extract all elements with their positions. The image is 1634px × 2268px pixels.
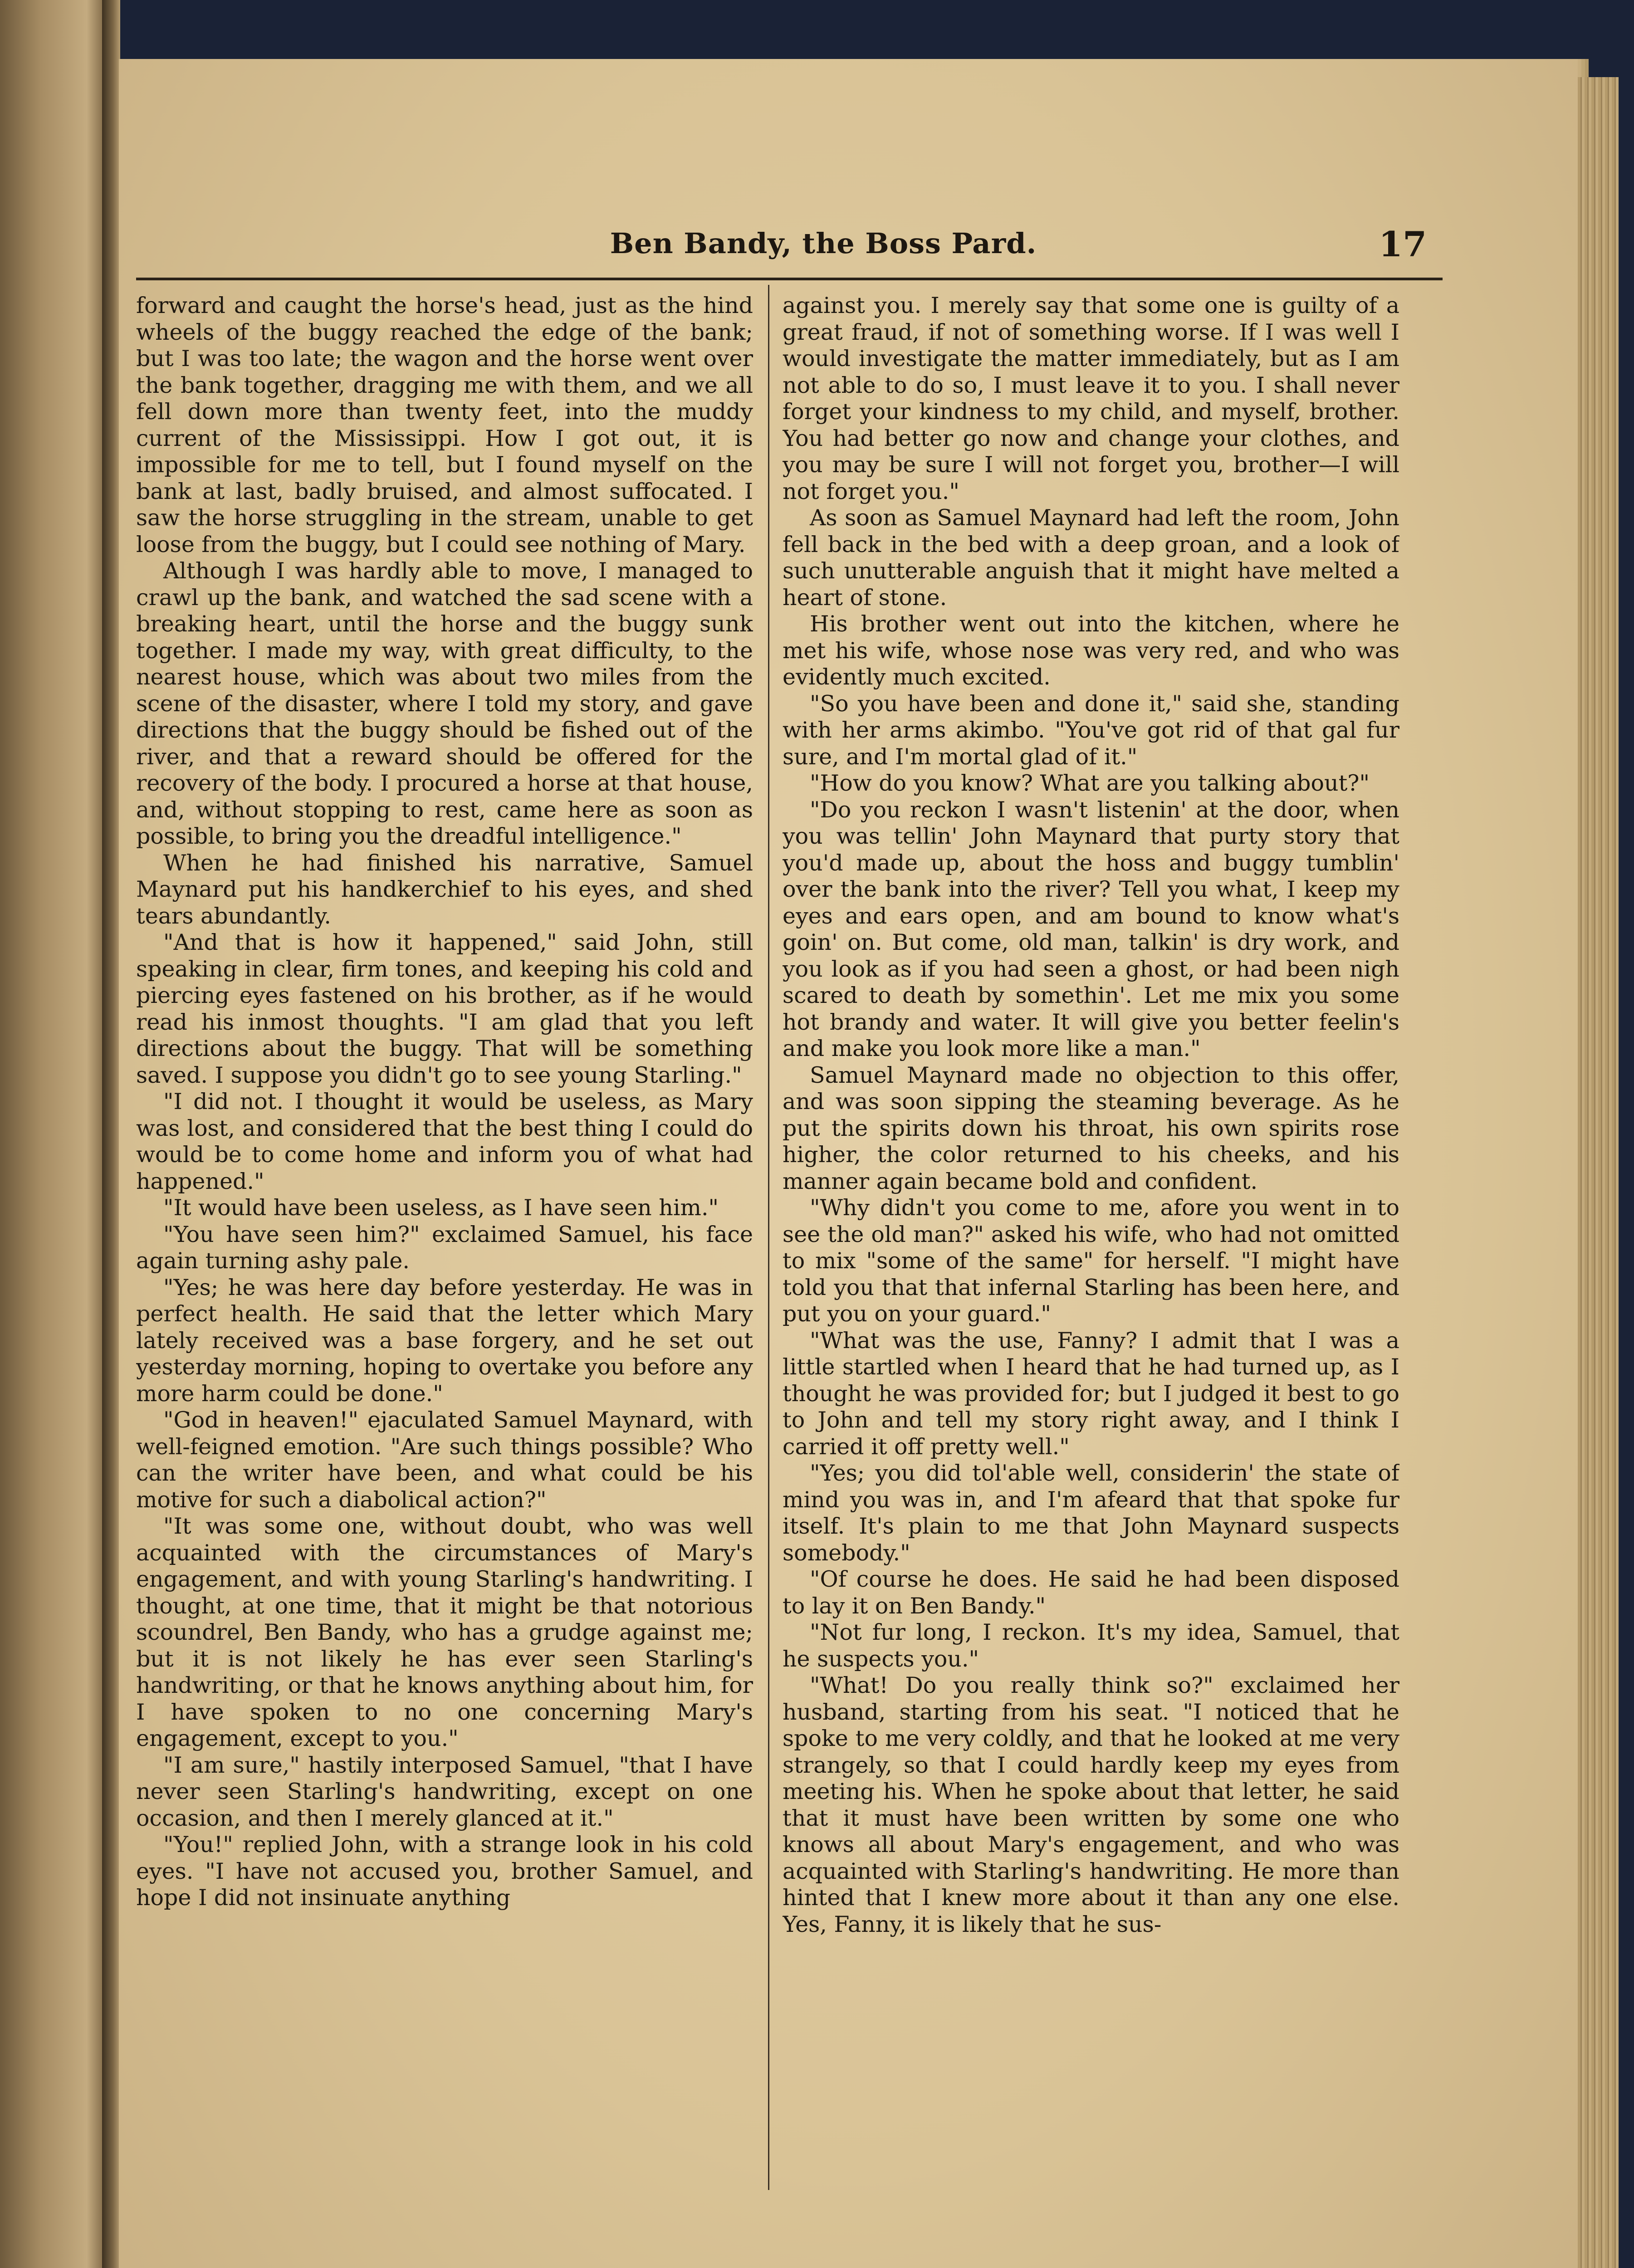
running-title: Ben Bandy, the Boss Pard.: [610, 227, 1037, 260]
paragraph: "Yes; you did tol'able well, considerin' the state of mind you was in, and I'm afeard that that spoke fur itself. It's plain to me that John Maynard suspects somebody.": [783, 1460, 1399, 1566]
paragraph: "And that is how it happened," said John, still speaking in clear, firm tones, and keeping his cold and piercing eyes fastened on his brother, as if he would read his inmost thoughts. "I am glad that you left directions about the buggy. That will be something saved. I suppose you didn't go to see young Starling.": [136, 929, 753, 1088]
paragraph: "You have seen him?" exclaimed Samuel, his face again turning ashy pale.: [136, 1221, 753, 1274]
paragraph: against you. I merely say that some one is guilty of a great fraud, if not of something worse. If I was well I would investigate the matter immediately, but as I am not able to do so, I must leave it to you. I shall never forget your kindness to my child, and myself, brother. You had better go now and change your clothes, and you may be sure I will not forget you, brother—I will not forget you.": [783, 293, 1399, 504]
paragraph: "How do you know? What are you talking about?": [810, 770, 1370, 796]
header-rule: [136, 278, 1443, 280]
paragraph: "It was some one, without doubt, who was well acquainted with the circumstances of Mary's engagement, and with young Starling's handwriting. I thought, at one time, that it might be that notorious scoundrel, Ben Bandy, who has a grudge against me; but it is not likely he has ever seen Starling's handwriting, or that he knows anything about him, for I have spoken to no one concerning Mary's engagement, except to you.": [136, 1513, 753, 1751]
paragraph: His brother went out into the kitchen, where he met his wife, whose nose was very red, and who was evidently much excited.: [783, 611, 1399, 690]
paragraph: "What! Do you really think so?" exclaimed her husband, starting from his seat. "I noticed that he spoke to me very coldly, and that he looked at me very strangely, so that I could hardly keep my eyes from meeting his. When he spoke about that letter, he said that it must have been written by some one who knows all about Mary's engagement, and who was acquainted with Starling's handwriting. He more than hinted that I knew more about it than any one else. Yes, Fanny, it is likely that he sus-: [783, 1672, 1399, 1937]
paragraph: "It would have been useless, as I have seen him.": [163, 1195, 719, 1221]
paragraph: "You!" replied John, with a strange look in his cold eyes. "I have not accused you, brother Samuel, and hope I did not insinuate anything: [136, 1832, 753, 1911]
previous-page-edge: [0, 0, 102, 2268]
paragraph: As soon as Samuel Maynard had left the room, John fell back in the bed with a deep groan, and a look of such unutterable anguish that it might have melted a heart of stone.: [783, 505, 1399, 611]
paragraph: Although I was hardly able to move, I managed to crawl up the bank, and watched the sad scene with a breaking heart, until the horse and the buggy sunk together. I made my way, with great difficulty, to the nearest house, which was about two miles from the scene of the disaster, where I told my story, and gave directions that the buggy should be fished out of the river, and that a reward should be offered for the recovery of the body. I procured a horse at that house, and, without stopping to rest, came here as soon as possible, to bring you the dreadful intelligence.": [136, 558, 753, 849]
page-header: [136, 224, 1443, 268]
paragraph: "Do you reckon I wasn't listenin' at the door, when you was tellin' John Maynard that purty story that you'd made up, about the hoss and buggy tumblin' over the bank into the river? Tell you what, I keep my eyes and ears open, and am bound to know what's goin' on. But come, old man, talkin' is dry work, and you look as if you had seen a ghost, or had been nigh scared to death by somethin'. Let me mix you some hot brandy and water. It will give you better feelin's and make you look more like a man.": [783, 797, 1399, 1061]
paragraph: When he had finished his narrative, Samuel Maynard put his handkerchief to his eyes, and shed tears abundantly.: [136, 850, 753, 929]
book-gutter: [102, 0, 120, 2268]
paragraph: "Why didn't you come to me, afore you went in to see the old man?" asked his wife, who had not omitted to mix "some of the same" for herself. "I might have told you that that infernal Starling has been here, and put you on your guard.": [783, 1195, 1399, 1327]
paragraph: "God in heaven!" ejaculated Samuel Maynard, with well-feigned emotion. "Are such things possible? Who can the writer have been, and what could be his motive for such a diabolical action?": [136, 1407, 753, 1513]
paragraph: "What was the use, Fanny? I admit that I was a little startled when I heard that he had turned up, as I thought he was provided for; but I judged it best to go to John and tell my story right away, and I think I carried it off pretty well.": [783, 1327, 1399, 1460]
left-column: [136, 293, 753, 2207]
paragraph: "I did not. I thought it would be useless, as Mary was lost, and considered that the best thing I could do would be to come home and inform you of what had happened.": [136, 1089, 753, 1194]
paragraph: "Not fur long, I reckon. It's my idea, Samuel, that he suspects you.": [783, 1619, 1399, 1672]
paragraph: "Yes; he was here day before yesterday. He was in perfect health. He said that the letter which Mary lately received was a base forgery, and he set out yesterday morning, hoping to overtake you before any more harm could be done.": [136, 1274, 753, 1407]
paragraph: forward and caught the horse's head, just as the hind wheels of the buggy reached the edge of the bank; but I was too late; the wagon and the horse went over the bank together, dragging me with them, and we all fell down more than twenty feet, into the muddy current of the Mississippi. How I got out, it is impossible for me to tell, but I found myself on the bank at last, badly bruised, and almost suffocated. I saw the horse struggling in the stream, unable to get loose from the buggy, but I could see nothing of Mary.: [136, 293, 753, 557]
paragraph: "Of course he does. He said he had been disposed to lay it on Ben Bandy.": [783, 1566, 1399, 1619]
page-number: 17: [1379, 224, 1427, 264]
paragraph: Samuel Maynard made no objection to this offer, and was soon sipping the steaming beverage. As he put the spirits down his throat, his own spirits rose higher, the color returned to his cheeks, and his manner again became bold and confident.: [783, 1062, 1399, 1194]
page-stack-edge: [1578, 77, 1619, 2268]
right-column: [783, 293, 1399, 2207]
paragraph: "So you have been and done it," said she, standing with her arms akimbo. "You've got rid of that gal fur sure, and I'm mortal glad of it.": [783, 690, 1399, 770]
column-divider: [768, 285, 769, 2190]
paragraph: "I am sure," hastily interposed Samuel, "that I have never seen Starling's handwriting, except on one occasion, and then I merely glanced at it.": [136, 1752, 753, 1831]
